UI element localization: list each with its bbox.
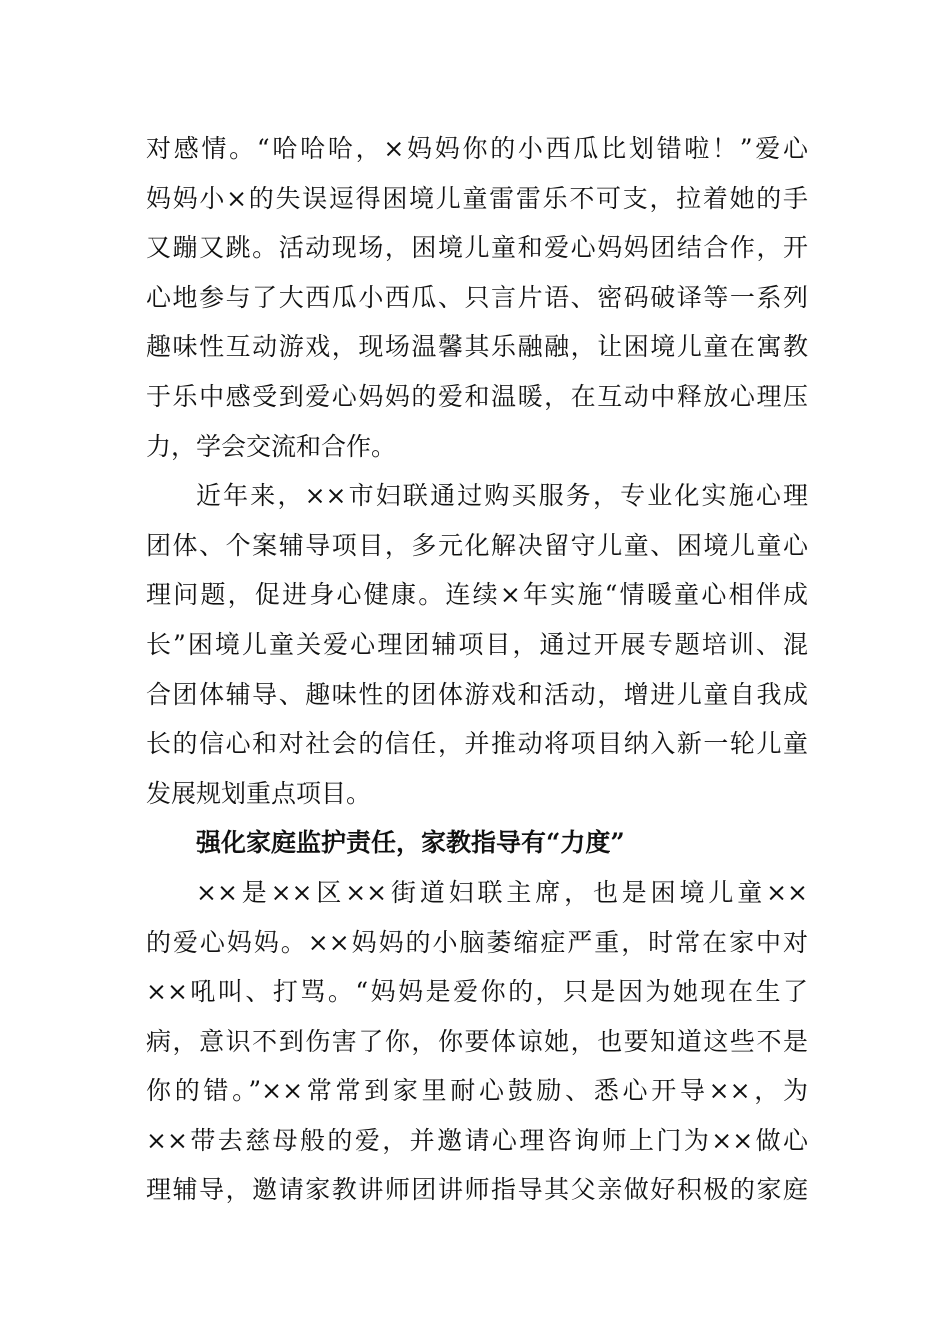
section-heading: 强化家庭监护责任，家教指导有“力度” bbox=[196, 828, 625, 858]
text-line: 团体、个案辅导项目，多元化解决留守儿童、困境儿童心 bbox=[146, 530, 808, 560]
text-line: 趣味性互动游戏，现场温馨其乐融融，让困境儿童在寓教 bbox=[146, 332, 808, 362]
text-line: 又蹦又跳。活动现场，困境儿童和爱心妈妈团结合作，开 bbox=[146, 233, 808, 263]
text-line: 的爱心妈妈。××妈妈的小脑萎缩症严重，时常在家中对 bbox=[146, 927, 808, 957]
text-line: 合团体辅导、趣味性的团体游戏和活动，增进儿童自我成 bbox=[146, 679, 808, 709]
text-line: 理辅导，邀请家教讲师团讲师指导其父亲做好积极的家庭 bbox=[146, 1175, 808, 1205]
text-line: 发展规划重点项目。 bbox=[146, 778, 372, 808]
text-line: 力，学会交流和合作。 bbox=[146, 431, 397, 461]
text-line: 近年来，××市妇联通过购买服务，专业化实施心理 bbox=[196, 481, 808, 511]
text-line: 心地参与了大西瓜小西瓜、只言片语、密码破译等一系列 bbox=[146, 282, 808, 312]
text-line: ××带去慈母般的爱，并邀请心理咨询师上门为××做心 bbox=[146, 1125, 808, 1155]
text-line: 妈妈小×的失误逗得困境儿童雷雷乐不可支，拉着她的手 bbox=[146, 183, 808, 213]
text-line: 你的错。”××常常到家里耐心鼓励、悉心开导××，为 bbox=[146, 1076, 808, 1106]
article-body bbox=[146, 124, 808, 1215]
text-line: 长的信心和对社会的信任，并推动将项目纳入新一轮儿童 bbox=[146, 729, 808, 759]
text-line: 长”困境儿童关爱心理团辅项目，通过开展专题培训、混 bbox=[146, 629, 808, 659]
text-line: 于乐中感受到爱心妈妈的爱和温暖，在互动中释放心理压 bbox=[146, 381, 808, 411]
text-line: 理问题，促进身心健康。连续×年实施“情暖童心相伴成 bbox=[146, 580, 808, 610]
text-line: 病，意识不到伤害了你，你要体谅她，也要知道这些不是 bbox=[146, 1026, 808, 1056]
text-line: 对感情。“哈哈哈，×妈妈你的小西瓜比划错啦！”爱心 bbox=[146, 134, 808, 163]
text-line: ××吼叫、打骂。“妈妈是爱你的，只是因为她现在生了 bbox=[146, 977, 808, 1007]
text-line: ××是××区××街道妇联主席，也是困境儿童×× bbox=[196, 877, 808, 907]
